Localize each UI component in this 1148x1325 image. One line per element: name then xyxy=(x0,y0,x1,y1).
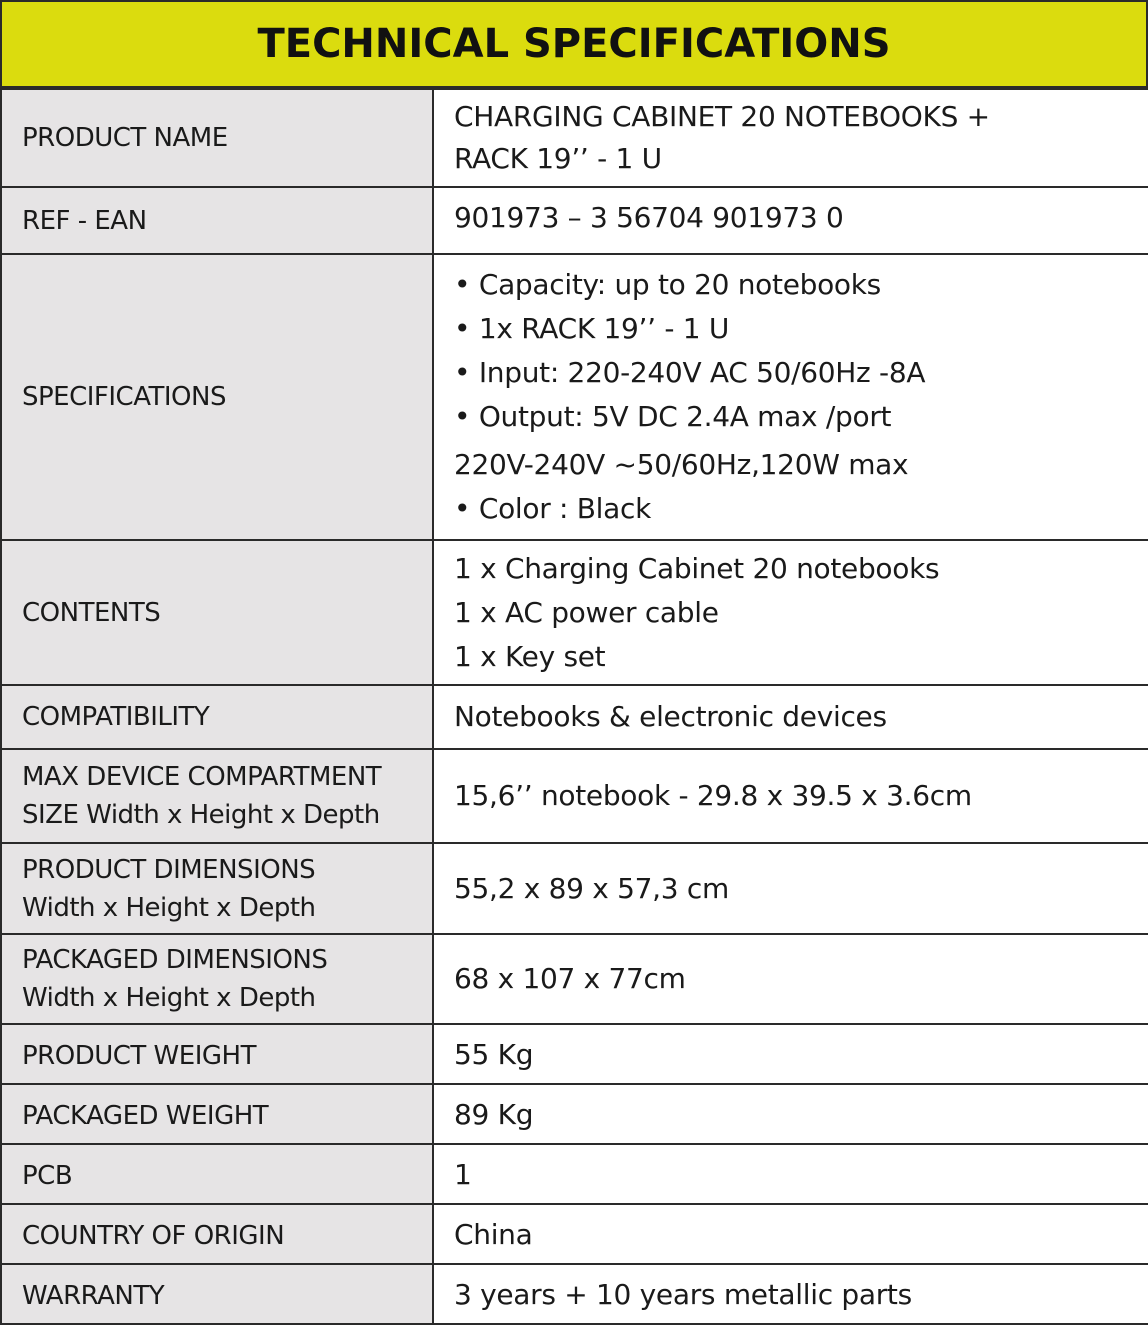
label-line: SIZE Width x Height x Depth xyxy=(22,800,380,830)
label-line: Width x Height x Depth xyxy=(22,892,316,923)
row-value xyxy=(433,934,1148,1024)
table-row xyxy=(1,89,1148,187)
table-row xyxy=(1,1204,1148,1264)
row-value xyxy=(433,685,1148,749)
row-value xyxy=(433,540,1148,685)
table-row xyxy=(1,1264,1148,1324)
label-line: WARRANTY xyxy=(22,1281,165,1311)
label-line: CONTENTS xyxy=(22,597,161,628)
table-row xyxy=(1,1084,1148,1144)
label-line: SPECIFICATIONS xyxy=(22,382,226,412)
row-label xyxy=(1,1264,433,1324)
label-line: PACKAGED WEIGHT xyxy=(22,1101,269,1131)
row-label xyxy=(1,1084,433,1144)
row-label xyxy=(1,749,433,843)
value-line: China xyxy=(454,1218,533,1251)
table-row xyxy=(1,1024,1148,1084)
value-line: 901973 – 3 56704 901973 0 xyxy=(454,201,844,234)
row-label xyxy=(1,685,433,749)
value-line: 55,2 x 89 x 57,3 cm xyxy=(454,871,729,905)
row-value xyxy=(433,89,1148,187)
label-line: COUNTRY OF ORIGIN xyxy=(22,1221,285,1251)
row-value xyxy=(433,749,1148,843)
value-line: • Input: 220-240V AC 50/60Hz -8A xyxy=(454,356,926,389)
table-row xyxy=(1,254,1148,540)
row-value xyxy=(433,187,1148,254)
row-label xyxy=(1,187,433,254)
value-line: 15,6’’ notebook - 29.8 x 39.5 x 3.6cm xyxy=(454,779,972,812)
value-line: 220V-240V ~50/60Hz,120W max xyxy=(454,448,909,481)
label-line: PCB xyxy=(22,1161,73,1191)
row-value xyxy=(433,843,1148,934)
label-line: PACKAGED DIMENSIONS xyxy=(22,945,328,975)
row-label xyxy=(1,1024,433,1084)
row-label xyxy=(1,254,433,540)
table-row xyxy=(1,934,1148,1024)
value-line: 1 x Charging Cabinet 20 notebooks xyxy=(454,551,940,585)
value-line: 68 x 107 x 77cm xyxy=(454,962,686,995)
table-row xyxy=(1,749,1148,843)
row-value xyxy=(433,1204,1148,1264)
value-line: 3 years + 10 years metallic parts xyxy=(454,1278,912,1311)
row-label xyxy=(1,1204,433,1264)
table-row xyxy=(1,843,1148,934)
spec-table xyxy=(0,88,1148,1325)
value-line: CHARGING CABINET 20 NOTEBOOKS + xyxy=(454,100,990,133)
label-line: PRODUCT NAME xyxy=(22,123,228,153)
value-line: • 1x RACK 19’’ - 1 U xyxy=(454,312,730,345)
label-line: Width x Height x Depth xyxy=(22,983,316,1013)
label-line: PRODUCT WEIGHT xyxy=(22,1041,256,1071)
row-label xyxy=(1,934,433,1024)
row-value xyxy=(433,1144,1148,1204)
label-line: REF - EAN xyxy=(22,205,147,236)
row-label xyxy=(1,89,433,187)
value-line: 89 Kg xyxy=(454,1098,534,1131)
label-line: MAX DEVICE COMPARTMENT xyxy=(22,762,382,792)
value-line: RACK 19’’ - 1 U xyxy=(454,142,662,175)
row-value xyxy=(433,1084,1148,1144)
row-label xyxy=(1,843,433,934)
table-row xyxy=(1,540,1148,685)
label-line: PRODUCT DIMENSIONS xyxy=(22,854,316,885)
row-value xyxy=(433,254,1148,540)
row-value xyxy=(433,1264,1148,1324)
row-label xyxy=(1,1144,433,1204)
value-line: • Color : Black xyxy=(454,492,652,525)
value-line: 1 xyxy=(454,1158,472,1191)
table-row xyxy=(1,685,1148,749)
value-line: 1 x AC power cable xyxy=(454,595,719,629)
value-line: • Capacity: up to 20 notebooks xyxy=(454,268,881,301)
label-line: COMPATIBILITY xyxy=(22,702,210,732)
value-line: 55 Kg xyxy=(454,1038,534,1071)
table-row xyxy=(1,187,1148,254)
title-bar xyxy=(0,0,1148,88)
value-line: 1 x Key set xyxy=(454,639,606,673)
row-label xyxy=(1,540,433,685)
value-line: • Output: 5V DC 2.4A max /port xyxy=(454,400,892,433)
table-row xyxy=(1,1144,1148,1204)
page-title: TECHNICAL SPECIFICATIONS xyxy=(257,21,891,67)
row-value xyxy=(433,1024,1148,1084)
value-line: Notebooks & electronic devices xyxy=(454,700,887,733)
